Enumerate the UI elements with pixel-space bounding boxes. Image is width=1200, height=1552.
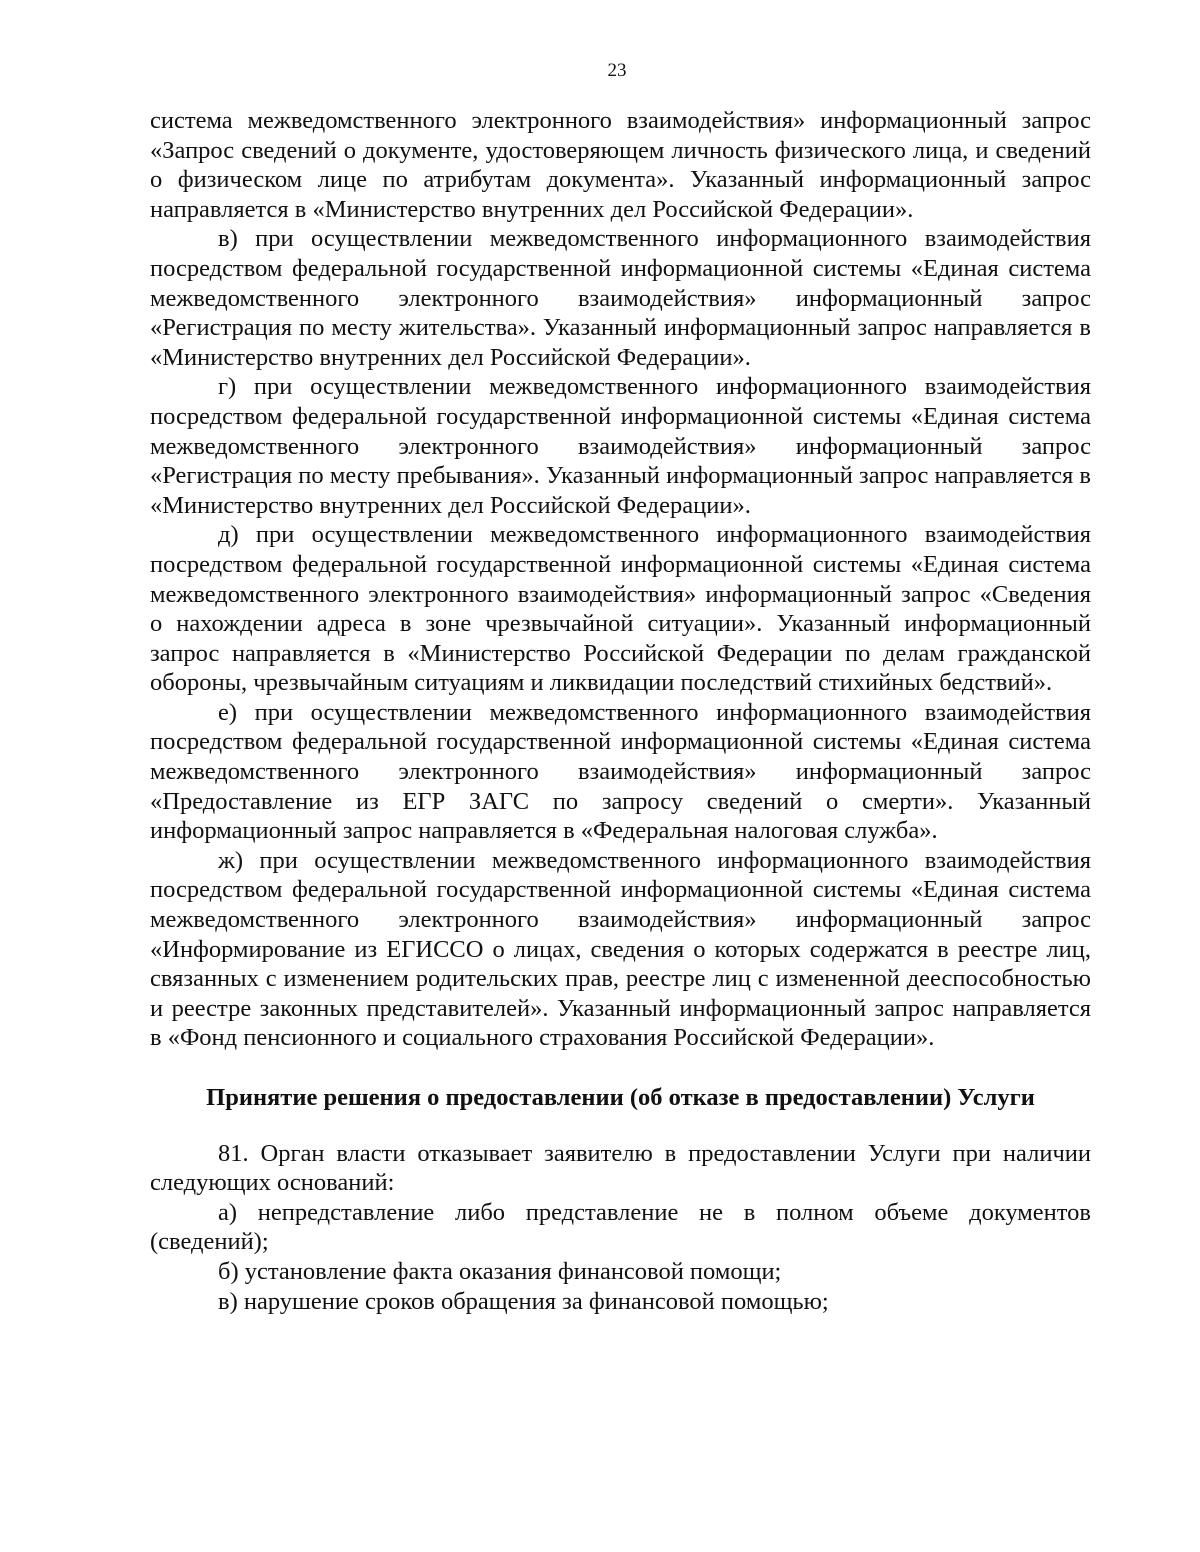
paragraph-item-v: в) при осуществлении межведомственного информационного взаимодействия посредством федеральной государственной информационной системы «Единая система межведомственного электронного взаимодействия» информационный запрос «Регистрация по месту жительства». Указанный информационный запрос направляется в «Министерство внутренних дел Российской Федерации».: [150, 225, 1091, 371]
paragraph-item-g: г) при осуществлении межведомственного информационного взаимодействия посредством федеральной государственной информационной системы «Единая система межведомственного электронного взаимодействия» информационный запрос «Регистрация по месту пребывания». Указанный информационный запрос направляется в «Министерство внутренних дел Российской Федерации».: [150, 373, 1091, 519]
page-number: 23: [607, 60, 627, 81]
paragraph-item-e: е) при осуществлении межведомственного информационного взаимодействия посредством федеральной государственной информационной системы «Единая система межведомственного электронного взаимодействия» информационный запрос «Предоставление из ЕГР ЗАГС по запросу сведений о смерти». Указанный информационный запрос направляется в «Федеральная налоговая служба».: [150, 698, 1091, 845]
paragraph-81: 81. Орган власти отказывает заявителю в предоставлении Услуги при наличии следующих оснований:: [150, 1139, 1091, 1197]
document-body: [150, 106, 1091, 1316]
paragraph-continuation: система межведомственного электронного взаимодействия» информационный запрос «Запрос сведений о документе, удостоверяющем личность физического лица, и сведений о физическом лице по атрибутам документа». Указанный информационный запрос направляется в «Министерство внутренних дел Российской Федерации».: [150, 107, 1091, 223]
section-heading: Принятие решения о предоставлении (об отказе в предоставлении) Услуги: [206, 1084, 1035, 1111]
paragraph-item-a: а) непредставление либо представление не в полном объеме документов (сведений);: [150, 1198, 1091, 1256]
paragraph-item-zh: ж) при осуществлении межведомственного информационного взаимодействия посредством федеральной государственной информационной системы «Единая система межведомственного электронного взаимодействия» информационный запрос «Информирование из ЕГИССО о лицах, сведения о которых содержатся в реестре лиц, связанных с изменением родительских прав, реестре лиц с измененной дееспособностью и реестре законных представителей». Указанный информационный запрос направляется в «Фонд пенсионного и социального страхования Российской Федерации».: [150, 846, 1091, 1052]
paragraph-item-b: б) установление факта оказания финансовой помощи;: [218, 1257, 782, 1285]
paragraph-item-d: д) при осуществлении межведомственного информационного взаимодействия посредством федеральной государственной информационной системы «Единая система межведомственного электронного взаимодействия» информационный запрос «Сведения о нахождении адреса в зоне чрезвычайной ситуации». Указанный информационный запрос направляется в «Министерство Российской Федерации по делам гражданской обороны, чрезвычайным ситуациям и ликвидации последствий стихийных бедствий».: [150, 521, 1091, 697]
paragraph-item-v2: в) нарушение сроков обращения за финансовой помощью;: [218, 1287, 829, 1315]
